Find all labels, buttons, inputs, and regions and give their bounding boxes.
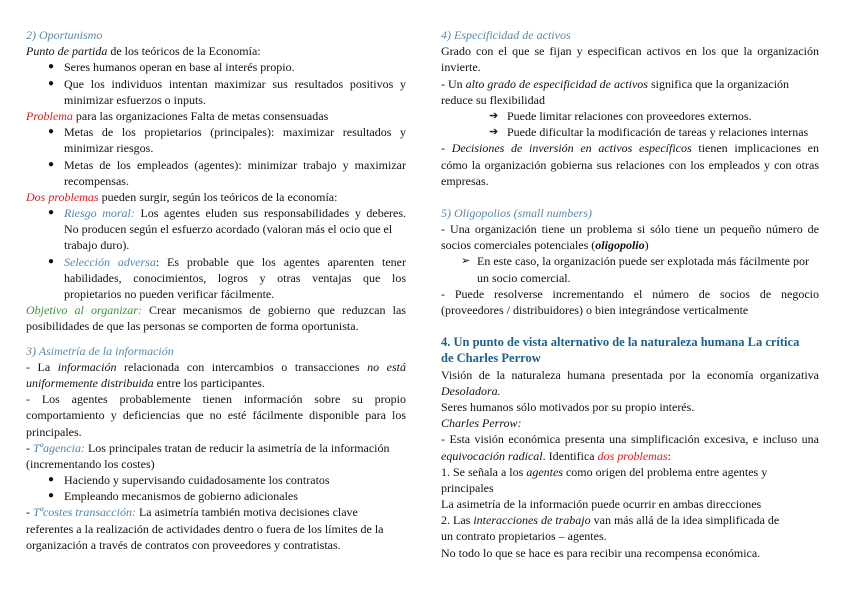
emphasis: Punto de partida	[26, 44, 108, 59]
arrow-right-icon: ➔	[489, 109, 499, 122]
bullet-item	[26, 157, 406, 173]
paragraph-continuation: (incrementando los costes)	[26, 456, 155, 471]
text-run: entre los participantes.	[153, 375, 265, 390]
paragraph	[26, 440, 406, 456]
paragraph-continuation	[26, 375, 406, 391]
spacer	[26, 335, 406, 343]
paragraph	[26, 108, 406, 124]
arrowhead-icon: ➢	[461, 255, 471, 268]
section-heading: 4. Un punto de vista alternativo de la naturaleza humana La crítica	[441, 335, 800, 350]
emphasis: agentes	[526, 464, 563, 479]
paragraph-continuation: organización a través de contratos con proveedores y contratistas.	[26, 537, 341, 552]
arrow-item	[441, 253, 819, 269]
paragraph	[26, 504, 406, 520]
bullet-item	[26, 59, 406, 75]
text-run: -	[441, 141, 452, 156]
emphasis: equivocación radical	[441, 448, 543, 463]
arrow-right-icon: ➔	[489, 126, 499, 139]
paragraph	[441, 76, 819, 92]
text-run: como origen del problema entre agentes y	[562, 464, 768, 479]
text-run: relacionada con intercambios o transacciones	[116, 359, 368, 374]
paragraph-continuation: Desoladora.	[441, 383, 501, 398]
text-run: Empleando mecanismos de gobierno adicionales	[64, 489, 298, 504]
text-run: - La	[26, 359, 58, 374]
text-run: La asimetría también motiva decisiones clave	[135, 505, 358, 520]
section-2-title: 2) Oportunismo	[26, 28, 103, 42]
text-run: Haciendo y supervisando cuidadosamente los contratos	[64, 473, 330, 488]
paragraph-continuation	[441, 448, 819, 464]
text-run: van más allá de la idea simplificada de	[590, 513, 780, 528]
right-column	[441, 27, 819, 561]
emphasis: uniformemente distribuida	[26, 375, 154, 390]
emphasis: alto grado de especificidad de activos	[465, 76, 648, 91]
paragraph: - Esta visión económica presenta una simplificación excesiva, e incluso una	[441, 432, 819, 447]
text-run: Que los individuos intentan maximizar sus resultados positivos y	[64, 76, 406, 91]
text-run: Metas de los empleados (agentes): minimizar trabajo y maximizar	[64, 157, 406, 172]
bullet-item	[26, 488, 406, 504]
section-heading-continuation: de Charles Perrow	[441, 351, 541, 366]
text-run: :	[667, 448, 671, 463]
bullet-continuation: trabajo duro).	[64, 238, 130, 253]
section-5-title: 5) Oligopolios (small numbers)	[441, 205, 592, 220]
bullet-icon: ●	[48, 61, 55, 73]
highlight-red: dos problemas	[597, 448, 668, 463]
text-run: de los teóricos de la Economía:	[107, 44, 261, 59]
paragraph-continuation	[441, 237, 819, 253]
paragraph-continuation: (proveedores / distribuidores) o bien integrándose verticalmente	[441, 303, 749, 317]
arrow-item	[441, 108, 819, 124]
emphasis: información	[57, 359, 117, 374]
text-run: Seres humanos operan en base al interés propio.	[64, 60, 295, 75]
highlight-red: Problema	[26, 108, 73, 123]
paragraph	[26, 43, 406, 59]
paragraph: Visión de la naturaleza humana presentada por la economía organizativa	[441, 367, 819, 382]
paragraph	[26, 359, 406, 375]
bullet-continuation: minimizar riesgos.	[64, 141, 154, 156]
text-run: significa que la organización	[647, 76, 790, 91]
paragraph-continuation: empresas.	[441, 173, 489, 188]
bullet-item	[26, 205, 406, 221]
highlight-blue: Tªagencia:	[33, 440, 85, 455]
highlight-red: Dos problemas	[26, 189, 99, 204]
highlight-green: Objetivo al organizar:	[26, 303, 142, 318]
paragraph: - Una organización tiene un problema si sólo tiene un pequeño número de	[441, 222, 819, 237]
text-run: Crear mecanismos de gobierno que reduzcan las	[141, 303, 406, 318]
paragraph-continuation: principales	[441, 480, 494, 495]
bullet-icon: ●	[48, 207, 55, 219]
bullet-continuation: habilidades, conocimientos, logros y otras ventajas que los	[64, 270, 406, 285]
text-run: socios comerciales potenciales (	[441, 238, 596, 253]
text-run: En este caso, la organización puede ser explotada más fácilmente por	[477, 254, 809, 269]
text-run: Los principales tratan de reducir la asimetría de la información	[84, 440, 390, 455]
text-run: Los agentes eluden sus responsabilidades y deberes.	[134, 206, 407, 221]
bullet-continuation: propietarios no pueden verificar fácilmente.	[64, 287, 275, 301]
text-run: Puede limitar relaciones con proveedores externos.	[507, 108, 752, 123]
text-run: : Es probable que los agentes aparenten tener	[155, 254, 406, 269]
bullet-icon: ●	[48, 255, 55, 267]
text-run: 2. Las	[441, 513, 474, 528]
paragraph: La asimetría de la información puede ocurrir en ambas direcciones	[441, 497, 762, 512]
arrow-item-continuation: un socio comercial.	[477, 270, 571, 285]
text-run: -	[26, 505, 33, 520]
paragraph: - Los agentes probablemente tienen información sobre su propio	[26, 392, 406, 407]
paragraph: Grado con el que se fijan y especifican activos en los que la organización	[441, 44, 819, 59]
bullet-icon: ●	[48, 77, 55, 89]
text-run: )	[644, 238, 649, 253]
highlight-blue: Riesgo moral:	[64, 206, 135, 221]
paragraph	[441, 140, 819, 156]
paragraph-continuation: comportamiento y deficiencias que no esté fácilmente disponible para los	[26, 408, 406, 423]
bullet-item	[26, 124, 406, 140]
bullet-item	[26, 254, 406, 270]
paragraph-continuation: posibilidades de que las personas se comporten de forma oportunista.	[26, 319, 359, 334]
paragraph: Charles Perrow:	[441, 416, 522, 431]
highlight-blue: Tªcostes transacción:	[33, 505, 136, 520]
bullet-continuation: recompensas.	[64, 173, 129, 188]
text-run: . Identifica	[542, 448, 598, 463]
text-run: 1. Se señala a los	[441, 464, 527, 479]
left-column	[26, 27, 406, 553]
bullet-continuation: minimizar esfuerzos o inputs.	[64, 92, 206, 107]
spacer	[441, 189, 819, 205]
paragraph	[441, 464, 819, 480]
arrow-item	[441, 124, 819, 140]
paragraph-continuation: referentes a la realización de actividades dentro o fuera de los límites de la	[26, 521, 384, 536]
bullet-icon: ●	[48, 474, 55, 486]
paragraph: No todo lo que se hace es para recibir una recompensa económica.	[441, 545, 761, 560]
bullet-icon: ●	[48, 126, 55, 138]
paragraph-continuation: invierte.	[441, 60, 481, 75]
paragraph: - Puede resolverse incrementando el número de socios de negocio	[441, 286, 819, 301]
paragraph	[441, 512, 819, 528]
emphasis: interacciones de trabajo	[473, 513, 591, 528]
section-3-title: 3) Asimetría de la información	[26, 343, 174, 358]
highlight-blue: Selección adversa	[64, 254, 156, 269]
text-run: para las organizaciones Falta de metas consensuadas	[72, 108, 329, 123]
emphasis: oligopolio	[595, 238, 645, 253]
bullet-continuation: No producen según el esfuerzo acordado (valoran más el ocio que el	[64, 222, 393, 237]
paragraph-continuation: un contrato propietarios – agentes.	[441, 529, 607, 544]
spacer	[441, 318, 819, 334]
emphasis: no está	[367, 359, 406, 374]
bullet-item	[26, 76, 406, 92]
bullet-icon: ●	[48, 490, 55, 502]
paragraph	[26, 189, 406, 205]
text-run: -	[26, 440, 33, 455]
bullet-icon: ●	[48, 158, 55, 170]
paragraph	[26, 302, 406, 318]
section-4-title: 4) Especificidad de activos	[441, 28, 571, 42]
text-run: tienen implicaciones en	[691, 141, 820, 156]
text-run: Puede dificultar la modificación de tareas y relaciones internas	[507, 125, 809, 140]
text-run: pueden surgir, según los teóricos de la economía:	[98, 189, 338, 204]
text-run: Metas de los propietarios (principales): maximizar resultados y	[64, 125, 406, 140]
paragraph-continuation: principales.	[26, 424, 82, 439]
emphasis: Decisiones de inversión en activos específicos	[451, 141, 692, 156]
text-run: - Un	[441, 76, 466, 91]
paragraph-continuation: cómo la organización gobierna sus relaciones con los empleados y con otras	[441, 157, 819, 172]
paragraph: Seres humanos sólo motivados por su propio interés.	[441, 399, 695, 414]
paragraph-continuation: reduce su flexibilidad	[441, 92, 545, 107]
bullet-item	[26, 472, 406, 488]
